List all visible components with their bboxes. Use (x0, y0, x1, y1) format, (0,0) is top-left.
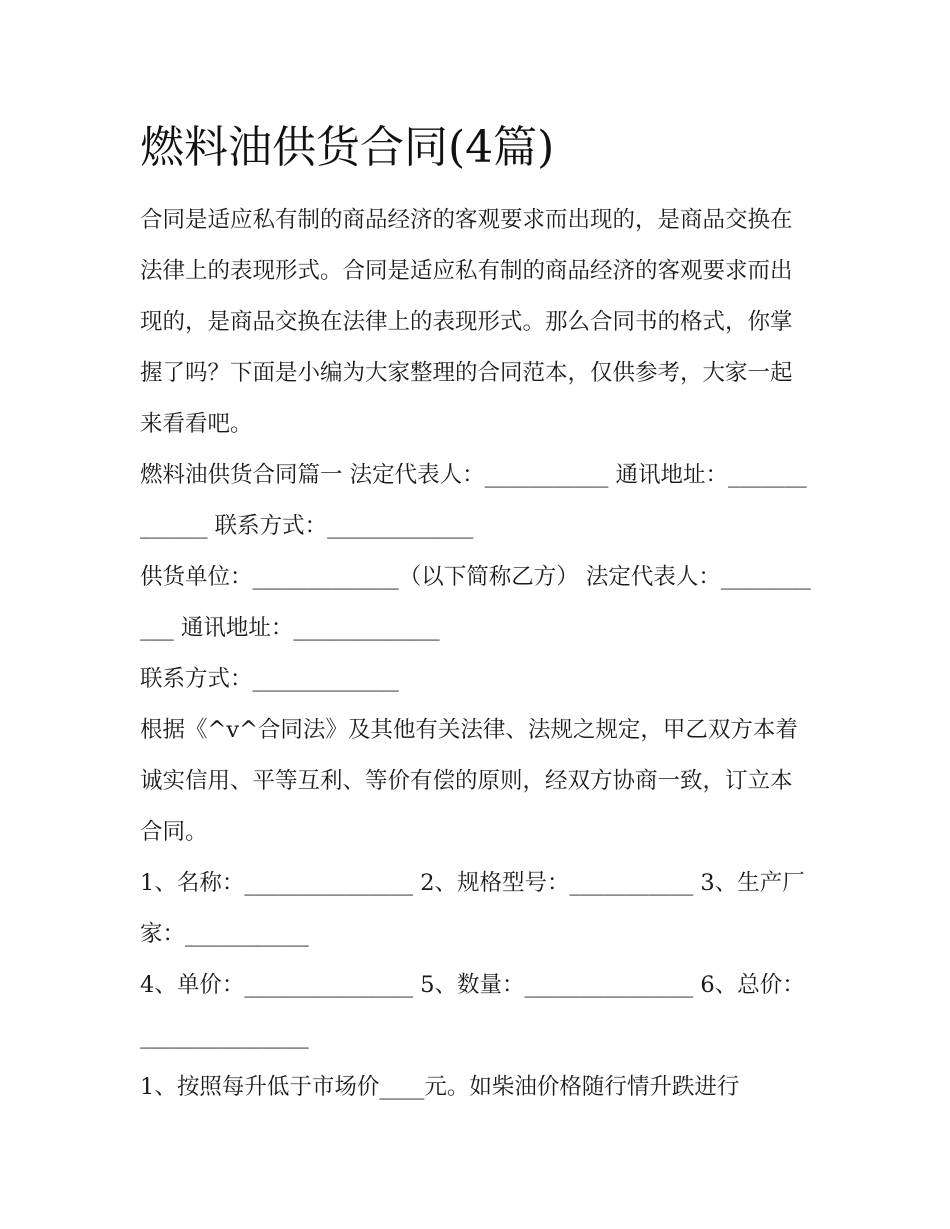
supplier-paragraph: 供货单位：_____________（以下简称乙方） 法定代表人：___________ 通讯地址：_____________ (140, 564, 811, 641)
contact-paragraph: 联系方式：_____________ (140, 666, 399, 692)
pricing-clause-paragraph: 1、按照每升低于市场价____元。如柴油价格随行情升跌进行 (140, 1074, 740, 1100)
product-spec-paragraph: 1、名称：_______________ 2、规格型号：___________ 3、生产厂家：___________ (140, 870, 805, 947)
legal-basis-paragraph: 根据《^v^合同法》及其他有关法律、法规之规定，甲乙双方本着诚实信用、平等互利、等价有偿的原则，经双方协商一致，订立本合同。 (140, 717, 798, 845)
document-body (140, 195, 812, 1113)
contract-party-a-paragraph: 燃料油供货合同篇一 法定代表人：___________ 通讯地址：_____________ 联系方式：_____________ (140, 462, 807, 539)
document-title: 燃料油供货合同(4篇) (140, 122, 555, 173)
intro-paragraph: 合同是适应私有制的商品经济的客观要求而出现的，是商品交换在法律上的表现形式。合同是适应私有制的商品经济的客观要求而出现的，是商品交换在法律上的表现形式。那么合同书的格式，你掌握了吗？下面是小编为大家整理的合同范本，仅供参考，大家一起来看看吧。 (140, 207, 793, 437)
price-quantity-paragraph: 4、单价：_______________ 5、数量：_______________ 6、总价：_______________ (140, 972, 805, 1049)
